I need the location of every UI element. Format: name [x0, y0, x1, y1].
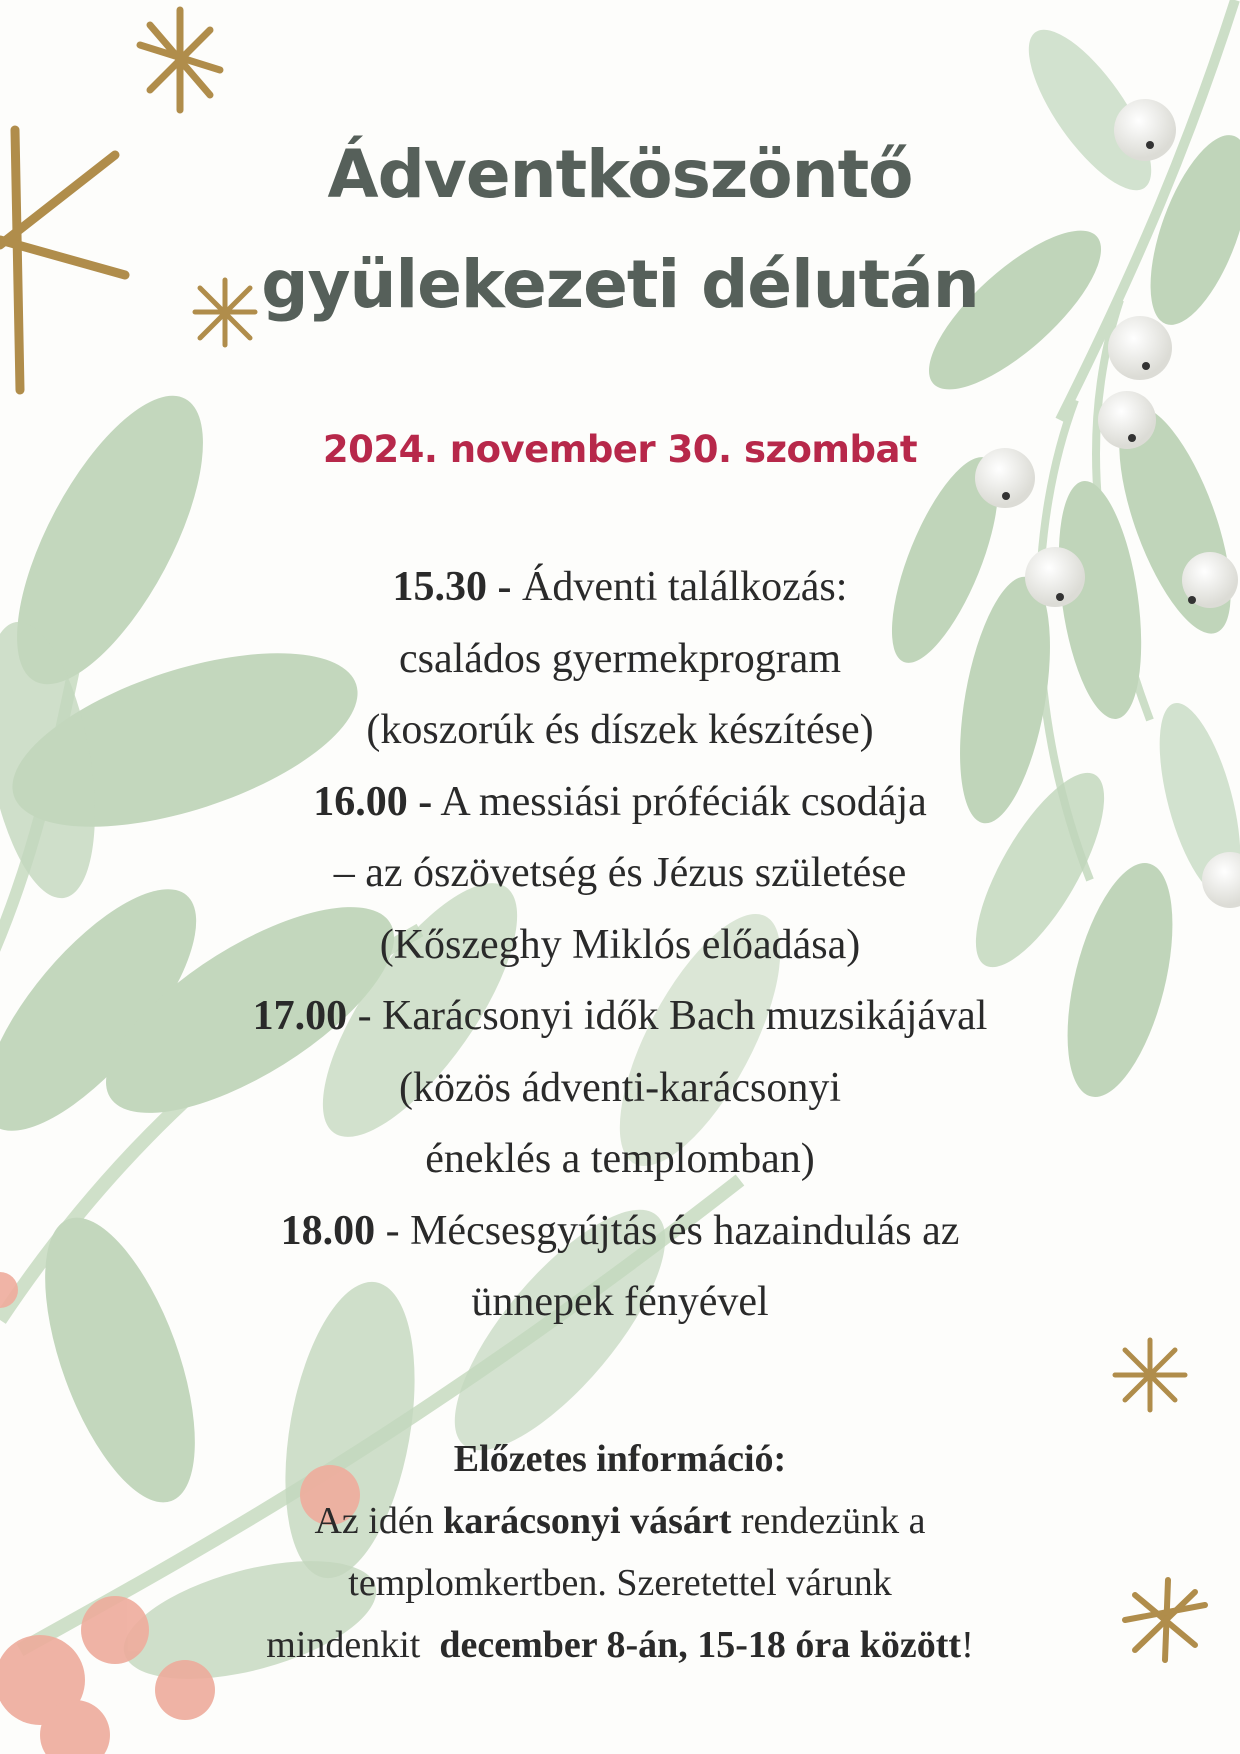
title-line-1: Ádventköszöntő	[327, 136, 913, 213]
schedule-item-2-line-1: 16.00 - A messiási próféciák csodája	[313, 778, 927, 825]
schedule-item-3-line-1: 17.00 - Karácsonyi idők Bach muzsikájával	[252, 993, 988, 1039]
schedule-item-1-line-2: családos gyermekprogram	[398, 635, 841, 682]
schedule-item-1-line-3: (koszorúk és díszek készítése)	[366, 707, 874, 753]
schedule-time-1: 15.30 -	[392, 564, 512, 610]
schedule-item-4-line-2: ünnepek fényével	[471, 1279, 769, 1325]
schedule-item-3-line-2: (közös ádventi-karácsonyi	[398, 1064, 841, 1111]
info-line-3: mindenkit december 8-án, 15-18 óra között!	[266, 1624, 974, 1666]
schedule-time-2: 16.00 -	[313, 778, 433, 825]
schedule-item-2-line-2: – az ószövetség és Jézus születése	[333, 850, 907, 896]
title-line-2: gyülekezeti délután	[261, 246, 979, 323]
info-line-1: Az idén karácsonyi vásárt rendezünk a	[314, 1500, 926, 1542]
schedule-item-2-line-3: (Kőszeghy Miklós előadása)	[379, 921, 861, 968]
schedule-time-3: 17.00	[252, 993, 348, 1039]
schedule-time-4: 18.00	[280, 1207, 376, 1254]
schedule-item-4-line-1: 18.00 - Mécsesgyújtás és hazaindulás az	[280, 1207, 960, 1254]
info-heading: Előzetes információ:	[453, 1438, 787, 1480]
event-date: 2024. november 30. szombat	[322, 428, 918, 471]
schedule	[0, 552, 1240, 1339]
schedule-item-1-line-1: 15.30 - Ádventi találkozás:	[392, 564, 848, 610]
schedule-item-3-line-3: éneklés a templomban)	[425, 1136, 815, 1182]
preliminary-info	[0, 1428, 1240, 1676]
info-line-2: templomkertben. Szeretettel várunk	[348, 1562, 892, 1604]
